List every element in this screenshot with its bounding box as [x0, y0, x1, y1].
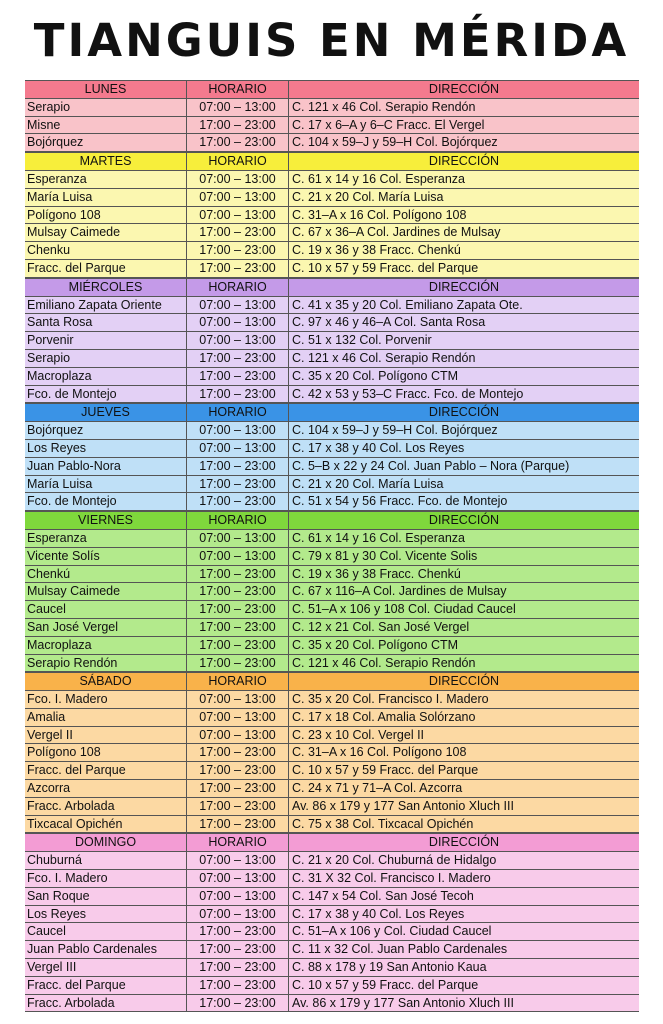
- table-row: [25, 870, 639, 888]
- horario-header: HORARIO: [187, 153, 289, 170]
- hours-cell: 07:00 – 13:00: [187, 99, 289, 116]
- horario-header: HORARIO: [187, 834, 289, 851]
- hours-cell: 17:00 – 23:00: [187, 117, 289, 134]
- address-cell: C. 24 x 71 y 71–A Col. Azcorra: [292, 781, 463, 796]
- hours-cell: 17:00 – 23:00: [187, 959, 289, 976]
- table-row: [25, 959, 639, 977]
- table-row: [25, 332, 639, 350]
- hours-cell: 17:00 – 23:00: [187, 637, 289, 654]
- table-row: [25, 458, 639, 476]
- place-cell: María Luisa: [25, 476, 187, 493]
- address-cell: C. 147 x 54 Col. San José Tecoh: [292, 888, 474, 903]
- table-row: [25, 709, 639, 727]
- day-header: [25, 834, 639, 852]
- table-row: [25, 816, 639, 834]
- address-cell: C. 19 x 36 y 38 Fracc. Chenkú: [292, 243, 461, 258]
- horario-header: HORARIO: [187, 512, 289, 529]
- address-cell: C. 75 x 38 Col. Tixcacal Opichén: [292, 816, 474, 831]
- day-section-4: [25, 511, 639, 672]
- hours-cell: 17:00 – 23:00: [187, 458, 289, 475]
- place-cell: Mulsay Caimede: [25, 224, 187, 241]
- table-row: [25, 762, 639, 780]
- address-cell: C. 12 x 21 Col. San José Vergel: [292, 619, 470, 634]
- place-cell: Polígono 108: [25, 744, 187, 761]
- hours-cell: 07:00 – 13:00: [187, 422, 289, 439]
- place-cell: Serapio Rendón: [25, 655, 187, 672]
- place-cell: Esperanza: [25, 530, 187, 547]
- place-cell: Serapio: [25, 350, 187, 367]
- address-cell: C. 17 x 38 y 40 Col. Los Reyes: [292, 440, 465, 455]
- place-cell: Juan Pablo Cardenales: [25, 941, 187, 958]
- place-cell: Santa Rosa: [25, 314, 187, 331]
- table-row: [25, 798, 639, 816]
- address-cell: C. 17 x 18 Col. Amalia Solórzano: [292, 709, 476, 724]
- place-cell: Los Reyes: [25, 906, 187, 923]
- day-section-0: [25, 80, 639, 152]
- table-row: [25, 422, 639, 440]
- place-cell: Azcorra: [25, 780, 187, 797]
- address-cell: C. 121 x 46 Col. Serapio Rendón: [292, 99, 476, 114]
- place-cell: Fracc. del Parque: [25, 977, 187, 994]
- hours-cell: 17:00 – 23:00: [187, 780, 289, 797]
- hours-cell: 07:00 – 13:00: [187, 297, 289, 314]
- place-cell: San José Vergel: [25, 619, 187, 636]
- horario-header: HORARIO: [187, 279, 289, 296]
- hours-cell: 07:00 – 13:00: [187, 314, 289, 331]
- day-name: VIERNES: [25, 512, 187, 529]
- table-row: [25, 476, 639, 494]
- address-cell: C. 19 x 36 y 38 Fracc. Chenkú: [292, 566, 461, 581]
- table-row: [25, 852, 639, 870]
- address-cell: C. 21 x 20 Col. María Luisa: [292, 476, 444, 491]
- address-cell: C. 10 x 57 y 59 Fracc. del Parque: [292, 763, 479, 778]
- hours-cell: 07:00 – 13:00: [187, 870, 289, 887]
- table-row: [25, 189, 639, 207]
- address-cell: C. 5–B x 22 y 24 Col. Juan Pablo – Nora (Parque): [292, 458, 570, 473]
- hours-cell: 17:00 – 23:00: [187, 601, 289, 618]
- hours-cell: 17:00 – 23:00: [187, 386, 289, 403]
- day-section-5: [25, 672, 639, 833]
- table-row: [25, 583, 639, 601]
- table-row: [25, 995, 639, 1013]
- hours-cell: 17:00 – 23:00: [187, 995, 289, 1012]
- table-row: [25, 99, 639, 117]
- place-cell: Fco. I. Madero: [25, 691, 187, 708]
- place-cell: San Roque: [25, 888, 187, 905]
- table-row: [25, 207, 639, 225]
- table-row: [25, 619, 639, 637]
- direccion-header: DIRECCIÓN: [428, 279, 500, 294]
- address-cell: C. 11 x 32 Col. Juan Pablo Cardenales: [292, 942, 508, 957]
- place-cell: Caucel: [25, 923, 187, 940]
- hours-cell: 17:00 – 23:00: [187, 923, 289, 940]
- table-row: [25, 386, 639, 404]
- table-row: [25, 530, 639, 548]
- hours-cell: 17:00 – 23:00: [187, 566, 289, 583]
- horario-header: HORARIO: [187, 673, 289, 690]
- hours-cell: 07:00 – 13:00: [187, 727, 289, 744]
- address-cell: Av. 86 x 179 y 177 San Antonio Xluch III: [292, 798, 514, 813]
- hours-cell: 07:00 – 13:00: [187, 852, 289, 869]
- place-cell: Caucel: [25, 601, 187, 618]
- table-row: [25, 242, 639, 260]
- hours-cell: 07:00 – 13:00: [187, 691, 289, 708]
- day-section-3: [25, 403, 639, 511]
- address-cell: C. 23 x 10 Col. Vergel II: [292, 727, 425, 742]
- place-cell: María Luisa: [25, 189, 187, 206]
- day-header: [25, 512, 639, 530]
- place-cell: Fracc. Arbolada: [25, 995, 187, 1012]
- hours-cell: 17:00 – 23:00: [187, 350, 289, 367]
- table-row: [25, 655, 639, 673]
- place-cell: Fracc. del Parque: [25, 260, 187, 277]
- direccion-header: DIRECCIÓN: [428, 513, 500, 528]
- day-name: MARTES: [25, 153, 187, 170]
- day-name: DOMINGO: [25, 834, 187, 851]
- day-name: MIÉRCOLES: [25, 279, 187, 296]
- hours-cell: 17:00 – 23:00: [187, 762, 289, 779]
- hours-cell: 07:00 – 13:00: [187, 207, 289, 224]
- address-cell: C. 35 x 20 Col. Polígono CTM: [292, 637, 459, 652]
- day-section-6: [25, 833, 639, 1012]
- address-cell: C. 35 x 20 Col. Polígono CTM: [292, 368, 459, 383]
- table-row: [25, 493, 639, 511]
- address-cell: C. 31 X 32 Col. Francisco I. Madero: [292, 871, 491, 886]
- table-row: [25, 134, 639, 152]
- address-cell: C. 121 x 46 Col. Serapio Rendón: [292, 655, 476, 670]
- address-cell: C. 31–A x 16 Col. Polígono 108: [292, 207, 467, 222]
- place-cell: Bojórquez: [25, 134, 187, 151]
- horario-header: HORARIO: [187, 404, 289, 421]
- place-cell: Fco. I. Madero: [25, 870, 187, 887]
- place-cell: Emiliano Zapata Oriente: [25, 297, 187, 314]
- day-header: [25, 673, 639, 691]
- address-cell: C. 17 x 6–A y 6–C Fracc. El Vergel: [292, 117, 485, 132]
- hours-cell: 17:00 – 23:00: [187, 583, 289, 600]
- place-cell: Esperanza: [25, 171, 187, 188]
- hours-cell: 07:00 – 13:00: [187, 332, 289, 349]
- table-row: [25, 368, 639, 386]
- day-name: SÁBADO: [25, 673, 187, 690]
- day-header: [25, 153, 639, 171]
- hours-cell: 07:00 – 13:00: [187, 906, 289, 923]
- hours-cell: 17:00 – 23:00: [187, 224, 289, 241]
- table-row: [25, 566, 639, 584]
- place-cell: Vergel III: [25, 959, 187, 976]
- direccion-header: DIRECCIÓN: [428, 82, 500, 96]
- hours-cell: 17:00 – 23:00: [187, 242, 289, 259]
- table-row: [25, 297, 639, 315]
- table-row: [25, 727, 639, 745]
- table-row: [25, 744, 639, 762]
- place-cell: Chenkú: [25, 566, 187, 583]
- place-cell: Porvenir: [25, 332, 187, 349]
- address-cell: C. 51–A x 106 y Col. Ciudad Caucel: [292, 924, 492, 939]
- table-row: [25, 691, 639, 709]
- page-title: TIANGUIS EN MÉRIDA: [33, 13, 630, 67]
- hours-cell: 17:00 – 23:00: [187, 493, 289, 510]
- place-cell: Chenku: [25, 242, 187, 259]
- place-cell: Chuburná: [25, 852, 187, 869]
- table-row: [25, 888, 639, 906]
- address-cell: C. 51 x 132 Col. Porvenir: [292, 333, 432, 348]
- address-cell: C. 31–A x 16 Col. Polígono 108: [292, 745, 467, 760]
- hours-cell: 17:00 – 23:00: [187, 368, 289, 385]
- hours-cell: 17:00 – 23:00: [187, 977, 289, 994]
- day-section-1: [25, 152, 639, 278]
- schedule-table: [25, 80, 639, 1012]
- hours-cell: 07:00 – 13:00: [187, 888, 289, 905]
- hours-cell: 07:00 – 13:00: [187, 189, 289, 206]
- address-cell: C. 21 x 20 Col. María Luisa: [292, 189, 444, 204]
- direccion-header: DIRECCIÓN: [428, 405, 500, 420]
- direccion-header: DIRECCIÓN: [428, 154, 500, 169]
- hours-cell: 17:00 – 23:00: [187, 619, 289, 636]
- hours-cell: 17:00 – 23:00: [187, 655, 289, 672]
- place-cell: Mulsay Caimede: [25, 583, 187, 600]
- address-cell: C. 61 x 14 y 16 Col. Esperanza: [292, 171, 466, 186]
- address-cell: C. 42 x 53 y 53–C Fracc. Fco. de Montejo: [292, 386, 524, 401]
- address-cell: C. 17 x 38 y 40 Col. Los Reyes: [292, 906, 465, 921]
- place-cell: Macroplaza: [25, 368, 187, 385]
- address-cell: C. 67 x 36–A Col. Jardines de Mulsay: [292, 225, 501, 240]
- day-name: LUNES: [25, 81, 187, 98]
- table-row: [25, 117, 639, 135]
- address-cell: C. 35 x 20 Col. Francisco I. Madero: [292, 692, 489, 707]
- address-cell: C. 21 x 20 Col. Chuburná de Hidalgo: [292, 853, 497, 868]
- address-cell: C. 51 x 54 y 56 Fracc. Fco. de Montejo: [292, 494, 508, 509]
- table-row: [25, 440, 639, 458]
- address-cell: Av. 86 x 179 y 177 San Antonio Xluch III: [292, 995, 514, 1010]
- address-cell: C. 104 x 59–J y 59–H Col. Bojórquez: [292, 135, 498, 150]
- address-cell: C. 104 x 59–J y 59–H Col. Bojórquez: [292, 423, 498, 438]
- hours-cell: 17:00 – 23:00: [187, 134, 289, 151]
- table-row: [25, 314, 639, 332]
- place-cell: Fco. de Montejo: [25, 386, 187, 403]
- place-cell: Fracc. Arbolada: [25, 798, 187, 815]
- day-header: [25, 279, 639, 297]
- hours-cell: 17:00 – 23:00: [187, 941, 289, 958]
- table-row: [25, 977, 639, 995]
- hours-cell: 07:00 – 13:00: [187, 548, 289, 565]
- day-name: JUEVES: [25, 404, 187, 421]
- place-cell: Vergel II: [25, 727, 187, 744]
- table-row: [25, 171, 639, 189]
- place-cell: Amalia: [25, 709, 187, 726]
- place-cell: Bojórquez: [25, 422, 187, 439]
- address-cell: C. 79 x 81 y 30 Col. Vicente Solis: [292, 548, 478, 563]
- table-row: [25, 548, 639, 566]
- table-row: [25, 224, 639, 242]
- table-row: [25, 260, 639, 278]
- place-cell: Misne: [25, 117, 187, 134]
- table-row: [25, 601, 639, 619]
- place-cell: Tixcacal Opichén: [25, 816, 187, 833]
- address-cell: C. 51–A x 106 y 108 Col. Ciudad Caucel: [292, 602, 516, 617]
- hours-cell: 17:00 – 23:00: [187, 260, 289, 277]
- address-cell: C. 10 x 57 y 59 Fracc. del Parque: [292, 260, 479, 275]
- address-cell: C. 41 x 35 y 20 Col. Emiliano Zapata Ote.: [292, 297, 523, 312]
- hours-cell: 07:00 – 13:00: [187, 530, 289, 547]
- hours-cell: 07:00 – 13:00: [187, 171, 289, 188]
- place-cell: Los Reyes: [25, 440, 187, 457]
- hours-cell: 17:00 – 23:00: [187, 476, 289, 493]
- place-cell: Juan Pablo-Nora: [25, 458, 187, 475]
- hours-cell: 17:00 – 23:00: [187, 744, 289, 761]
- address-cell: C. 88 x 178 y 19 San Antonio Kaua: [292, 960, 487, 975]
- table-row: [25, 906, 639, 924]
- place-cell: Macroplaza: [25, 637, 187, 654]
- place-cell: Fracc. del Parque: [25, 762, 187, 779]
- table-row: [25, 780, 639, 798]
- hours-cell: 07:00 – 13:00: [187, 440, 289, 457]
- horario-header: HORARIO: [187, 81, 289, 98]
- direccion-header: DIRECCIÓN: [428, 835, 500, 850]
- place-cell: Fco. de Montejo: [25, 493, 187, 510]
- place-cell: Serapio: [25, 99, 187, 116]
- table-row: [25, 941, 639, 959]
- address-cell: C. 10 x 57 y 59 Fracc. del Parque: [292, 977, 479, 992]
- address-cell: C. 61 x 14 y 16 Col. Esperanza: [292, 530, 466, 545]
- table-row: [25, 923, 639, 941]
- day-section-2: [25, 278, 639, 404]
- hours-cell: 17:00 – 23:00: [187, 816, 289, 833]
- address-cell: C. 121 x 46 Col. Serapio Rendón: [292, 350, 476, 365]
- address-cell: C. 67 x 116–A Col. Jardines de Mulsay: [292, 584, 507, 599]
- table-row: [25, 637, 639, 655]
- day-header: [25, 404, 639, 422]
- day-header: [25, 81, 639, 99]
- table-row: [25, 350, 639, 368]
- address-cell: C. 97 x 46 y 46–A Col. Santa Rosa: [292, 315, 486, 330]
- hours-cell: 17:00 – 23:00: [187, 798, 289, 815]
- direccion-header: DIRECCIÓN: [428, 674, 500, 689]
- place-cell: Polígono 108: [25, 207, 187, 224]
- hours-cell: 07:00 – 13:00: [187, 709, 289, 726]
- place-cell: Vicente Solís: [25, 548, 187, 565]
